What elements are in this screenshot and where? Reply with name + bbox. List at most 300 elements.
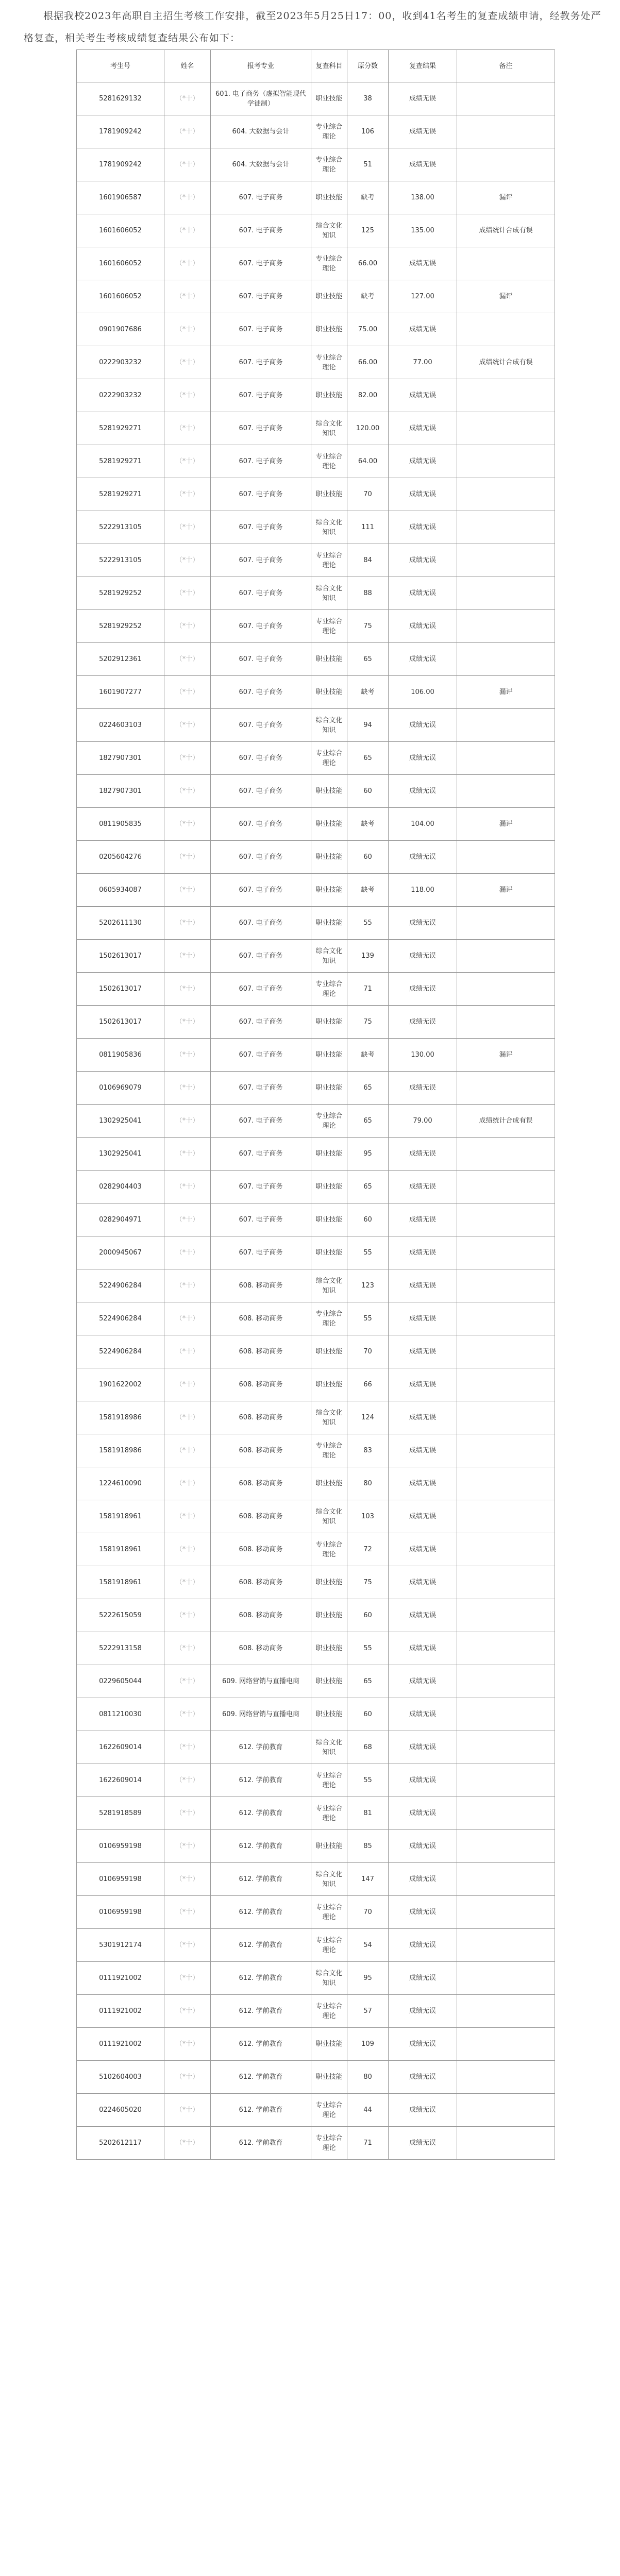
- cell-result: 104.00: [389, 808, 457, 841]
- cell-exam-id: 1581918986: [77, 1401, 164, 1434]
- cell-major: 607. 电子商务: [211, 1006, 311, 1039]
- cell-subject: 职业技能: [311, 1204, 347, 1236]
- cell-score: 66: [347, 1368, 389, 1401]
- cell-major: 612. 学前教育: [211, 2061, 311, 2094]
- cell-result: 成绩无误: [389, 1599, 457, 1632]
- cell-note: [457, 2127, 555, 2160]
- cell-major: 607. 电子商务: [211, 1105, 311, 1138]
- cell-major: 607. 电子商务: [211, 247, 311, 280]
- cell-exam-id: 0901907686: [77, 313, 164, 346]
- cell-score: 81: [347, 1797, 389, 1830]
- cell-result: 成绩无误: [389, 247, 457, 280]
- cell-major: 612. 学前教育: [211, 1764, 311, 1797]
- cell-major: 612. 学前教育: [211, 1995, 311, 2028]
- cell-major: 607. 电子商务: [211, 610, 311, 643]
- cell-subject: 职业技能: [311, 181, 347, 214]
- cell-result: 118.00: [389, 874, 457, 907]
- cell-note: [457, 940, 555, 973]
- table-row: [77, 1171, 555, 1204]
- cell-exam-id: 5281918589: [77, 1797, 164, 1830]
- table-row: [77, 1434, 555, 1467]
- cell-exam-id: 0811905835: [77, 808, 164, 841]
- cell-note: [457, 379, 555, 412]
- table-row: [77, 1599, 555, 1632]
- cell-result: 成绩无误: [389, 1929, 457, 1962]
- cell-exam-id: 5301912174: [77, 1929, 164, 1962]
- cell-name: （*十）: [164, 610, 211, 643]
- cell-name: （*十）: [164, 82, 211, 115]
- cell-name: （*十）: [164, 1368, 211, 1401]
- cell-result: 106.00: [389, 676, 457, 709]
- cell-score: 95: [347, 1138, 389, 1171]
- table-row: [77, 1830, 555, 1863]
- cell-name: （*十）: [164, 742, 211, 775]
- cell-exam-id: 1622609014: [77, 1764, 164, 1797]
- cell-note: [457, 1566, 555, 1599]
- cell-name: （*十）: [164, 1467, 211, 1500]
- cell-note: [457, 1006, 555, 1039]
- cell-result: 成绩无误: [389, 115, 457, 148]
- cell-exam-id: 1502613017: [77, 973, 164, 1006]
- cell-score: 70: [347, 1335, 389, 1368]
- cell-note: [457, 1533, 555, 1566]
- cell-exam-id: 5281629132: [77, 82, 164, 115]
- cell-major: 612. 学前教育: [211, 1896, 311, 1929]
- cell-subject: 职业技能: [311, 808, 347, 841]
- cell-name: （*十）: [164, 412, 211, 445]
- cell-major: 607. 电子商务: [211, 643, 311, 676]
- cell-note: [457, 1698, 555, 1731]
- cell-result: 成绩无误: [389, 907, 457, 940]
- cell-exam-id: 1601606052: [77, 280, 164, 313]
- cell-result: 成绩无误: [389, 1204, 457, 1236]
- cell-subject: 职业技能: [311, 280, 347, 313]
- table-row: [77, 247, 555, 280]
- cell-result: 成绩无误: [389, 2094, 457, 2127]
- cell-exam-id: 1302925041: [77, 1105, 164, 1138]
- cell-major: 608. 移动商务: [211, 1533, 311, 1566]
- cell-major: 607. 电子商务: [211, 709, 311, 742]
- cell-result: 成绩无误: [389, 709, 457, 742]
- cell-note: [457, 1797, 555, 1830]
- table-row: [77, 841, 555, 874]
- cell-subject: 专业综合理论: [311, 1764, 347, 1797]
- cell-subject: 职业技能: [311, 1599, 347, 1632]
- cell-result: 成绩无误: [389, 1698, 457, 1731]
- cell-score: 123: [347, 1269, 389, 1302]
- table-row: [77, 1105, 555, 1138]
- cell-result: 成绩无误: [389, 1566, 457, 1599]
- cell-note: [457, 1368, 555, 1401]
- cell-major: 607. 电子商务: [211, 577, 311, 610]
- cell-result: 138.00: [389, 181, 457, 214]
- cell-score: 109: [347, 2028, 389, 2061]
- cell-score: 65: [347, 742, 389, 775]
- cell-exam-id: 0106959198: [77, 1863, 164, 1896]
- cell-score: 缺考: [347, 874, 389, 907]
- table-row: [77, 478, 555, 511]
- cell-note: [457, 2028, 555, 2061]
- cell-score: 55: [347, 1632, 389, 1665]
- cell-result: 成绩无误: [389, 82, 457, 115]
- cell-subject: 综合文化知识: [311, 1863, 347, 1896]
- cell-result: 成绩无误: [389, 1797, 457, 1830]
- cell-exam-id: 5281929252: [77, 610, 164, 643]
- cell-major: 607. 电子商务: [211, 1039, 311, 1072]
- cell-major: 608. 移动商务: [211, 1434, 311, 1467]
- cell-name: （*十）: [164, 709, 211, 742]
- table-row: [77, 1863, 555, 1896]
- cell-major: 612. 学前教育: [211, 1830, 311, 1863]
- cell-name: （*十）: [164, 511, 211, 544]
- cell-exam-id: 0106959198: [77, 1830, 164, 1863]
- cell-note: [457, 313, 555, 346]
- cell-name: （*十）: [164, 115, 211, 148]
- cell-subject: 专业综合理论: [311, 2094, 347, 2127]
- cell-result: 成绩无误: [389, 1533, 457, 1566]
- cell-exam-id: 5281929271: [77, 478, 164, 511]
- cell-major: 607. 电子商务: [211, 181, 311, 214]
- cell-note: [457, 1138, 555, 1171]
- cell-note: 成绩统计合成有误: [457, 214, 555, 247]
- cell-name: （*十）: [164, 1797, 211, 1830]
- cell-name: （*十）: [164, 313, 211, 346]
- cell-subject: 综合文化知识: [311, 1401, 347, 1434]
- cell-exam-id: 0811905836: [77, 1039, 164, 1072]
- table-row: [77, 1006, 555, 1039]
- table-row: [77, 808, 555, 841]
- cell-result: 成绩无误: [389, 1302, 457, 1335]
- cell-exam-id: 5202912361: [77, 643, 164, 676]
- cell-subject: 综合文化知识: [311, 1731, 347, 1764]
- cell-name: （*十）: [164, 346, 211, 379]
- cell-subject: 专业综合理论: [311, 1533, 347, 1566]
- cell-subject: 职业技能: [311, 82, 347, 115]
- cell-result: 成绩无误: [389, 148, 457, 181]
- cell-note: [457, 1467, 555, 1500]
- cell-score: 72: [347, 1533, 389, 1566]
- cell-subject: 专业综合理论: [311, 1929, 347, 1962]
- cell-score: 65: [347, 1665, 389, 1698]
- cell-exam-id: 1581918961: [77, 1566, 164, 1599]
- cell-result: 成绩无误: [389, 610, 457, 643]
- cell-exam-id: 5202612117: [77, 2127, 164, 2160]
- cell-subject: 专业综合理论: [311, 2127, 347, 2160]
- cell-exam-id: 0111921002: [77, 1962, 164, 1995]
- cell-exam-id: 5281929271: [77, 445, 164, 478]
- cell-exam-id: 0811210030: [77, 1698, 164, 1731]
- cell-note: [457, 610, 555, 643]
- cell-major: 607. 电子商务: [211, 808, 311, 841]
- cell-score: 106: [347, 115, 389, 148]
- cell-exam-id: 0282904971: [77, 1204, 164, 1236]
- table-row: [77, 1566, 555, 1599]
- cell-major: 607. 电子商务: [211, 676, 311, 709]
- cell-name: （*十）: [164, 1434, 211, 1467]
- results-table: [76, 49, 555, 2160]
- cell-name: （*十）: [164, 643, 211, 676]
- cell-name: （*十）: [164, 181, 211, 214]
- cell-note: [457, 1863, 555, 1896]
- table-row: [77, 82, 555, 115]
- header-result: 复查结果: [389, 50, 457, 82]
- cell-score: 124: [347, 1401, 389, 1434]
- cell-score: 82.00: [347, 379, 389, 412]
- cell-major: 608. 移动商务: [211, 1368, 311, 1401]
- cell-result: 成绩无误: [389, 1995, 457, 2028]
- cell-note: [457, 2061, 555, 2094]
- table-row: [77, 280, 555, 313]
- cell-score: 70: [347, 478, 389, 511]
- cell-subject: 职业技能: [311, 1830, 347, 1863]
- cell-score: 85: [347, 1830, 389, 1863]
- cell-subject: 职业技能: [311, 841, 347, 874]
- cell-result: 成绩无误: [389, 511, 457, 544]
- cell-score: 120.00: [347, 412, 389, 445]
- table-row: [77, 379, 555, 412]
- cell-score: 65: [347, 1072, 389, 1105]
- cell-exam-id: 1827907301: [77, 742, 164, 775]
- cell-score: 68: [347, 1731, 389, 1764]
- cell-note: [457, 1269, 555, 1302]
- cell-name: （*十）: [164, 1632, 211, 1665]
- cell-name: （*十）: [164, 2061, 211, 2094]
- table-row: [77, 511, 555, 544]
- cell-exam-id: 5222913158: [77, 1632, 164, 1665]
- cell-result: 成绩无误: [389, 1896, 457, 1929]
- cell-note: [457, 1632, 555, 1665]
- table-row: [77, 742, 555, 775]
- cell-major: 607. 电子商务: [211, 973, 311, 1006]
- cell-note: [457, 577, 555, 610]
- cell-major: 612. 学前教育: [211, 1863, 311, 1896]
- cell-result: 成绩无误: [389, 1731, 457, 1764]
- cell-score: 缺考: [347, 1039, 389, 1072]
- results-body: [77, 82, 555, 2160]
- cell-note: [457, 1302, 555, 1335]
- cell-result: 成绩无误: [389, 1434, 457, 1467]
- cell-score: 75.00: [347, 313, 389, 346]
- cell-score: 38: [347, 82, 389, 115]
- cell-subject: 职业技能: [311, 1138, 347, 1171]
- cell-subject: 职业技能: [311, 907, 347, 940]
- cell-note: 漏评: [457, 676, 555, 709]
- cell-subject: 专业综合理论: [311, 148, 347, 181]
- table-row: [77, 940, 555, 973]
- cell-score: 71: [347, 973, 389, 1006]
- cell-result: 成绩无误: [389, 2028, 457, 2061]
- cell-name: （*十）: [164, 1039, 211, 1072]
- cell-exam-id: 1581918986: [77, 1434, 164, 1467]
- cell-result: 成绩无误: [389, 1335, 457, 1368]
- cell-result: 成绩无误: [389, 1401, 457, 1434]
- cell-name: （*十）: [164, 1533, 211, 1566]
- cell-exam-id: 5222615059: [77, 1599, 164, 1632]
- cell-name: （*十）: [164, 940, 211, 973]
- cell-score: 51: [347, 148, 389, 181]
- header-score: 原分数: [347, 50, 389, 82]
- cell-note: 漏评: [457, 181, 555, 214]
- cell-name: （*十）: [164, 1269, 211, 1302]
- cell-exam-id: 0111921002: [77, 2028, 164, 2061]
- cell-result: 成绩无误: [389, 577, 457, 610]
- cell-major: 612. 学前教育: [211, 1797, 311, 1830]
- cell-exam-id: 0229605044: [77, 1665, 164, 1698]
- cell-score: 54: [347, 1929, 389, 1962]
- cell-note: [457, 1171, 555, 1204]
- cell-score: 95: [347, 1962, 389, 1995]
- cell-name: （*十）: [164, 1138, 211, 1171]
- cell-note: [457, 511, 555, 544]
- table-row: [77, 1072, 555, 1105]
- cell-score: 103: [347, 1500, 389, 1533]
- cell-name: （*十）: [164, 907, 211, 940]
- table-row: [77, 2028, 555, 2061]
- cell-major: 607. 电子商务: [211, 1171, 311, 1204]
- cell-name: （*十）: [164, 874, 211, 907]
- cell-subject: 综合文化知识: [311, 1962, 347, 1995]
- cell-major: 607. 电子商务: [211, 379, 311, 412]
- cell-exam-id: 1601606052: [77, 247, 164, 280]
- cell-result: 135.00: [389, 214, 457, 247]
- table-row: [77, 1138, 555, 1171]
- cell-score: 60: [347, 775, 389, 808]
- cell-score: 80: [347, 2061, 389, 2094]
- cell-result: 成绩无误: [389, 1269, 457, 1302]
- cell-score: 60: [347, 841, 389, 874]
- cell-exam-id: 0106969079: [77, 1072, 164, 1105]
- cell-major: 608. 移动商务: [211, 1566, 311, 1599]
- cell-exam-id: 1901622002: [77, 1368, 164, 1401]
- table-row: [77, 115, 555, 148]
- cell-exam-id: 1581918961: [77, 1500, 164, 1533]
- cell-note: [457, 445, 555, 478]
- cell-result: 成绩无误: [389, 1830, 457, 1863]
- cell-exam-id: 1781909242: [77, 148, 164, 181]
- cell-subject: 职业技能: [311, 1467, 347, 1500]
- cell-major: 607. 电子商务: [211, 412, 311, 445]
- cell-subject: 职业技能: [311, 1566, 347, 1599]
- header-major: 报考专业: [211, 50, 311, 82]
- cell-score: 65: [347, 1171, 389, 1204]
- cell-name: （*十）: [164, 1599, 211, 1632]
- table-row: [77, 445, 555, 478]
- cell-result: 成绩无误: [389, 1962, 457, 1995]
- cell-score: 139: [347, 940, 389, 973]
- table-row: [77, 1731, 555, 1764]
- cell-note: [457, 1896, 555, 1929]
- table-row: [77, 1368, 555, 1401]
- cell-exam-id: 5281929252: [77, 577, 164, 610]
- cell-result: 成绩无误: [389, 1632, 457, 1665]
- cell-score: 57: [347, 1995, 389, 2028]
- cell-subject: 职业技能: [311, 1006, 347, 1039]
- cell-subject: 专业综合理论: [311, 1434, 347, 1467]
- cell-exam-id: 2000945067: [77, 1236, 164, 1269]
- table-row: [77, 1797, 555, 1830]
- cell-result: 成绩无误: [389, 775, 457, 808]
- cell-major: 607. 电子商务: [211, 544, 311, 577]
- cell-note: [457, 247, 555, 280]
- cell-name: （*十）: [164, 775, 211, 808]
- cell-name: （*十）: [164, 2094, 211, 2127]
- cell-subject: 职业技能: [311, 1632, 347, 1665]
- cell-subject: 专业综合理论: [311, 115, 347, 148]
- cell-result: 成绩无误: [389, 1467, 457, 1500]
- cell-result: 成绩无误: [389, 940, 457, 973]
- cell-exam-id: 5224906284: [77, 1335, 164, 1368]
- cell-major: 609. 网络营销与直播电商: [211, 1665, 311, 1698]
- intro-text: 根据我校2023年高职自主招生考核工作安排，截至2023年5月25日17：00，收到41名考生的复查成绩申请，经教务处严格复查，相关考生考核成绩复查结果公布如下：: [24, 10, 601, 44]
- cell-major: 607. 电子商务: [211, 214, 311, 247]
- cell-exam-id: 1601907277: [77, 676, 164, 709]
- cell-result: 成绩无误: [389, 478, 457, 511]
- cell-name: （*十）: [164, 247, 211, 280]
- cell-note: [457, 1962, 555, 1995]
- table-row: [77, 973, 555, 1006]
- cell-name: （*十）: [164, 1962, 211, 1995]
- table-row: [77, 1039, 555, 1072]
- cell-major: 607. 电子商务: [211, 1138, 311, 1171]
- cell-subject: 专业综合理论: [311, 247, 347, 280]
- table-row: [77, 577, 555, 610]
- cell-major: 612. 学前教育: [211, 1731, 311, 1764]
- cell-result: 成绩无误: [389, 841, 457, 874]
- cell-result: 成绩无误: [389, 2061, 457, 2094]
- cell-name: （*十）: [164, 1072, 211, 1105]
- cell-major: 607. 电子商务: [211, 940, 311, 973]
- table-row: [77, 1401, 555, 1434]
- cell-name: （*十）: [164, 1006, 211, 1039]
- cell-result: 成绩无误: [389, 1072, 457, 1105]
- cell-note: [457, 1665, 555, 1698]
- header-exam-id: 考生号: [77, 50, 164, 82]
- cell-exam-id: 0605934087: [77, 874, 164, 907]
- cell-name: （*十）: [164, 1863, 211, 1896]
- cell-note: [457, 1599, 555, 1632]
- cell-result: 77.00: [389, 346, 457, 379]
- cell-note: [457, 841, 555, 874]
- table-row: [77, 2094, 555, 2127]
- cell-subject: 职业技能: [311, 874, 347, 907]
- cell-exam-id: 1601906587: [77, 181, 164, 214]
- cell-score: 缺考: [347, 280, 389, 313]
- cell-note: [457, 1830, 555, 1863]
- cell-name: （*十）: [164, 577, 211, 610]
- cell-major: 607. 电子商务: [211, 1204, 311, 1236]
- cell-name: （*十）: [164, 841, 211, 874]
- table-row: [77, 775, 555, 808]
- cell-note: [457, 148, 555, 181]
- cell-note: 漏评: [457, 808, 555, 841]
- cell-score: 55: [347, 1302, 389, 1335]
- table-row: [77, 1533, 555, 1566]
- cell-note: [457, 2094, 555, 2127]
- cell-note: [457, 1500, 555, 1533]
- cell-subject: 综合文化知识: [311, 511, 347, 544]
- cell-note: 成绩统计合成有误: [457, 346, 555, 379]
- cell-note: [457, 478, 555, 511]
- cell-subject: 综合文化知识: [311, 1500, 347, 1533]
- cell-result: 成绩无误: [389, 742, 457, 775]
- cell-score: 75: [347, 1006, 389, 1039]
- cell-major: 612. 学前教育: [211, 2127, 311, 2160]
- cell-exam-id: 1601606052: [77, 214, 164, 247]
- cell-major: 608. 移动商务: [211, 1302, 311, 1335]
- cell-name: （*十）: [164, 1830, 211, 1863]
- header-row: [77, 50, 555, 82]
- cell-score: 88: [347, 577, 389, 610]
